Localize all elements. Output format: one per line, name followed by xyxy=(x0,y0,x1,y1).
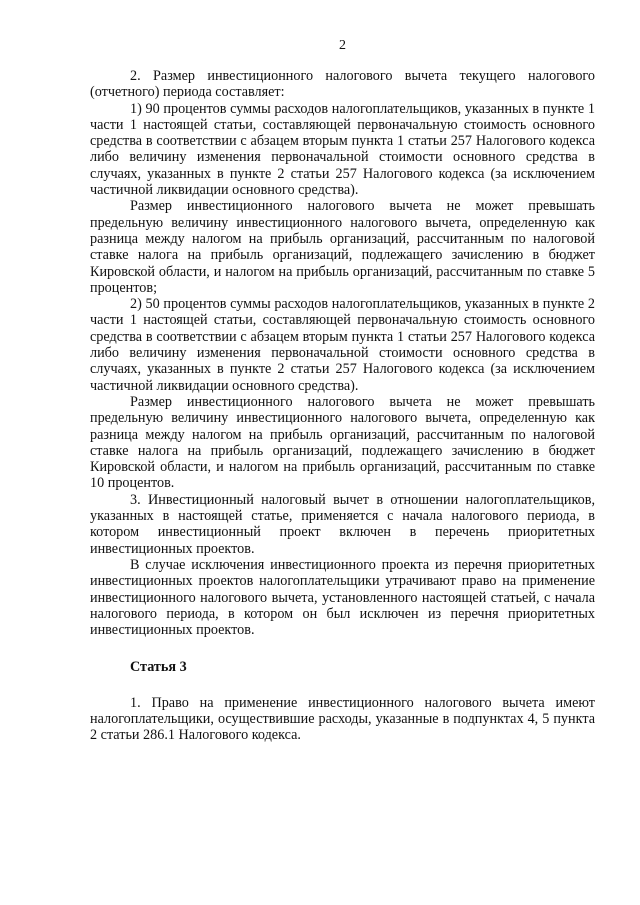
paragraph-article3-point-1: 1. Право на применение инвестиционного налогового вычета имеют налогоплательщики, осуществившие расходы, указанные в подпунктах 4, 5 пункта 2 статьи 286.1 Налогового кодекса. xyxy=(90,694,595,744)
paragraph-limit-10-percent: Размер инвестиционного налогового вычета не может превышать предельную величину инвестиционного налогового вычета, определенную как разница между налогом на прибыль организаций, рассчитанным по налоговой ставке налога на прибыль организаций, подлежащего зачислению в бюджет Кировской области, и налогом на прибыль организаций, рассчитанным по ставке 10 процентов. xyxy=(90,393,595,492)
paragraph-item-2: 2) 50 процентов суммы расходов налогоплательщиков, указанных в пункте 2 части 1 настоящей статьи, составляющей первоначальную стоимость основного средства в соответствии с абзацем вторым пункта 1 статьи 257 Налогового кодекса либо величину изменения первоначальной стоимости основного средства в случаях, указанных в пункте 2 статьи 257 Налогового кодекса (за исключением частичной ликвидации основного средства). xyxy=(90,296,595,394)
page-number: 2 xyxy=(339,38,346,53)
paragraph-item-1: 1) 90 процентов суммы расходов налогоплательщиков, указанных в пункте 1 части 1 настоящей статьи, составляющей первоначальную стоимость основного средства в соответствии с абзацем вторым пункта 1 статьи 257 Налогового кодекса либо величину изменения первоначальной стоимости основного средства в случаях, указанных в пункте 2 статьи 257 Налогового кодекса (за исключением частичной ликвидации основного средства). xyxy=(90,100,595,199)
article-heading: Статья 3 xyxy=(130,659,187,676)
paragraph-point-3: 3. Инвестиционный налоговый вычет в отношении налогоплательщиков, указанных в настоящей статье, применяется с начала налогового периода, в котором инвестиционный проект включен в перечень приоритетных инвестиционных проектов. xyxy=(90,491,595,557)
document-body xyxy=(90,68,595,744)
paragraph-deduction-size: 2. Размер инвестиционного налогового вычета текущего налогового (отчетного) периода составляет: xyxy=(90,68,595,101)
paragraph-limit-5-percent: Размер инвестиционного налогового вычета не может превышать предельную величину инвестиционного налогового вычета, определенную как разница между налогом на прибыль организаций, рассчитанным по налоговой ставке налога на прибыль организаций, подлежащего зачислению в бюджет Кировской области, и налогом на прибыль организаций, рассчитанным по ставке 5 процентов; xyxy=(90,198,595,296)
paragraph-exclusion: В случае исключения инвестиционного проекта из перечня приоритетных инвестиционных проектов налогоплательщики утрачивают право на применение инвестиционного налогового вычета, установленного настоящей статьей, с начала налогового периода, в котором он был исключен из перечня приоритетных инвестиционных проектов. xyxy=(90,556,595,639)
